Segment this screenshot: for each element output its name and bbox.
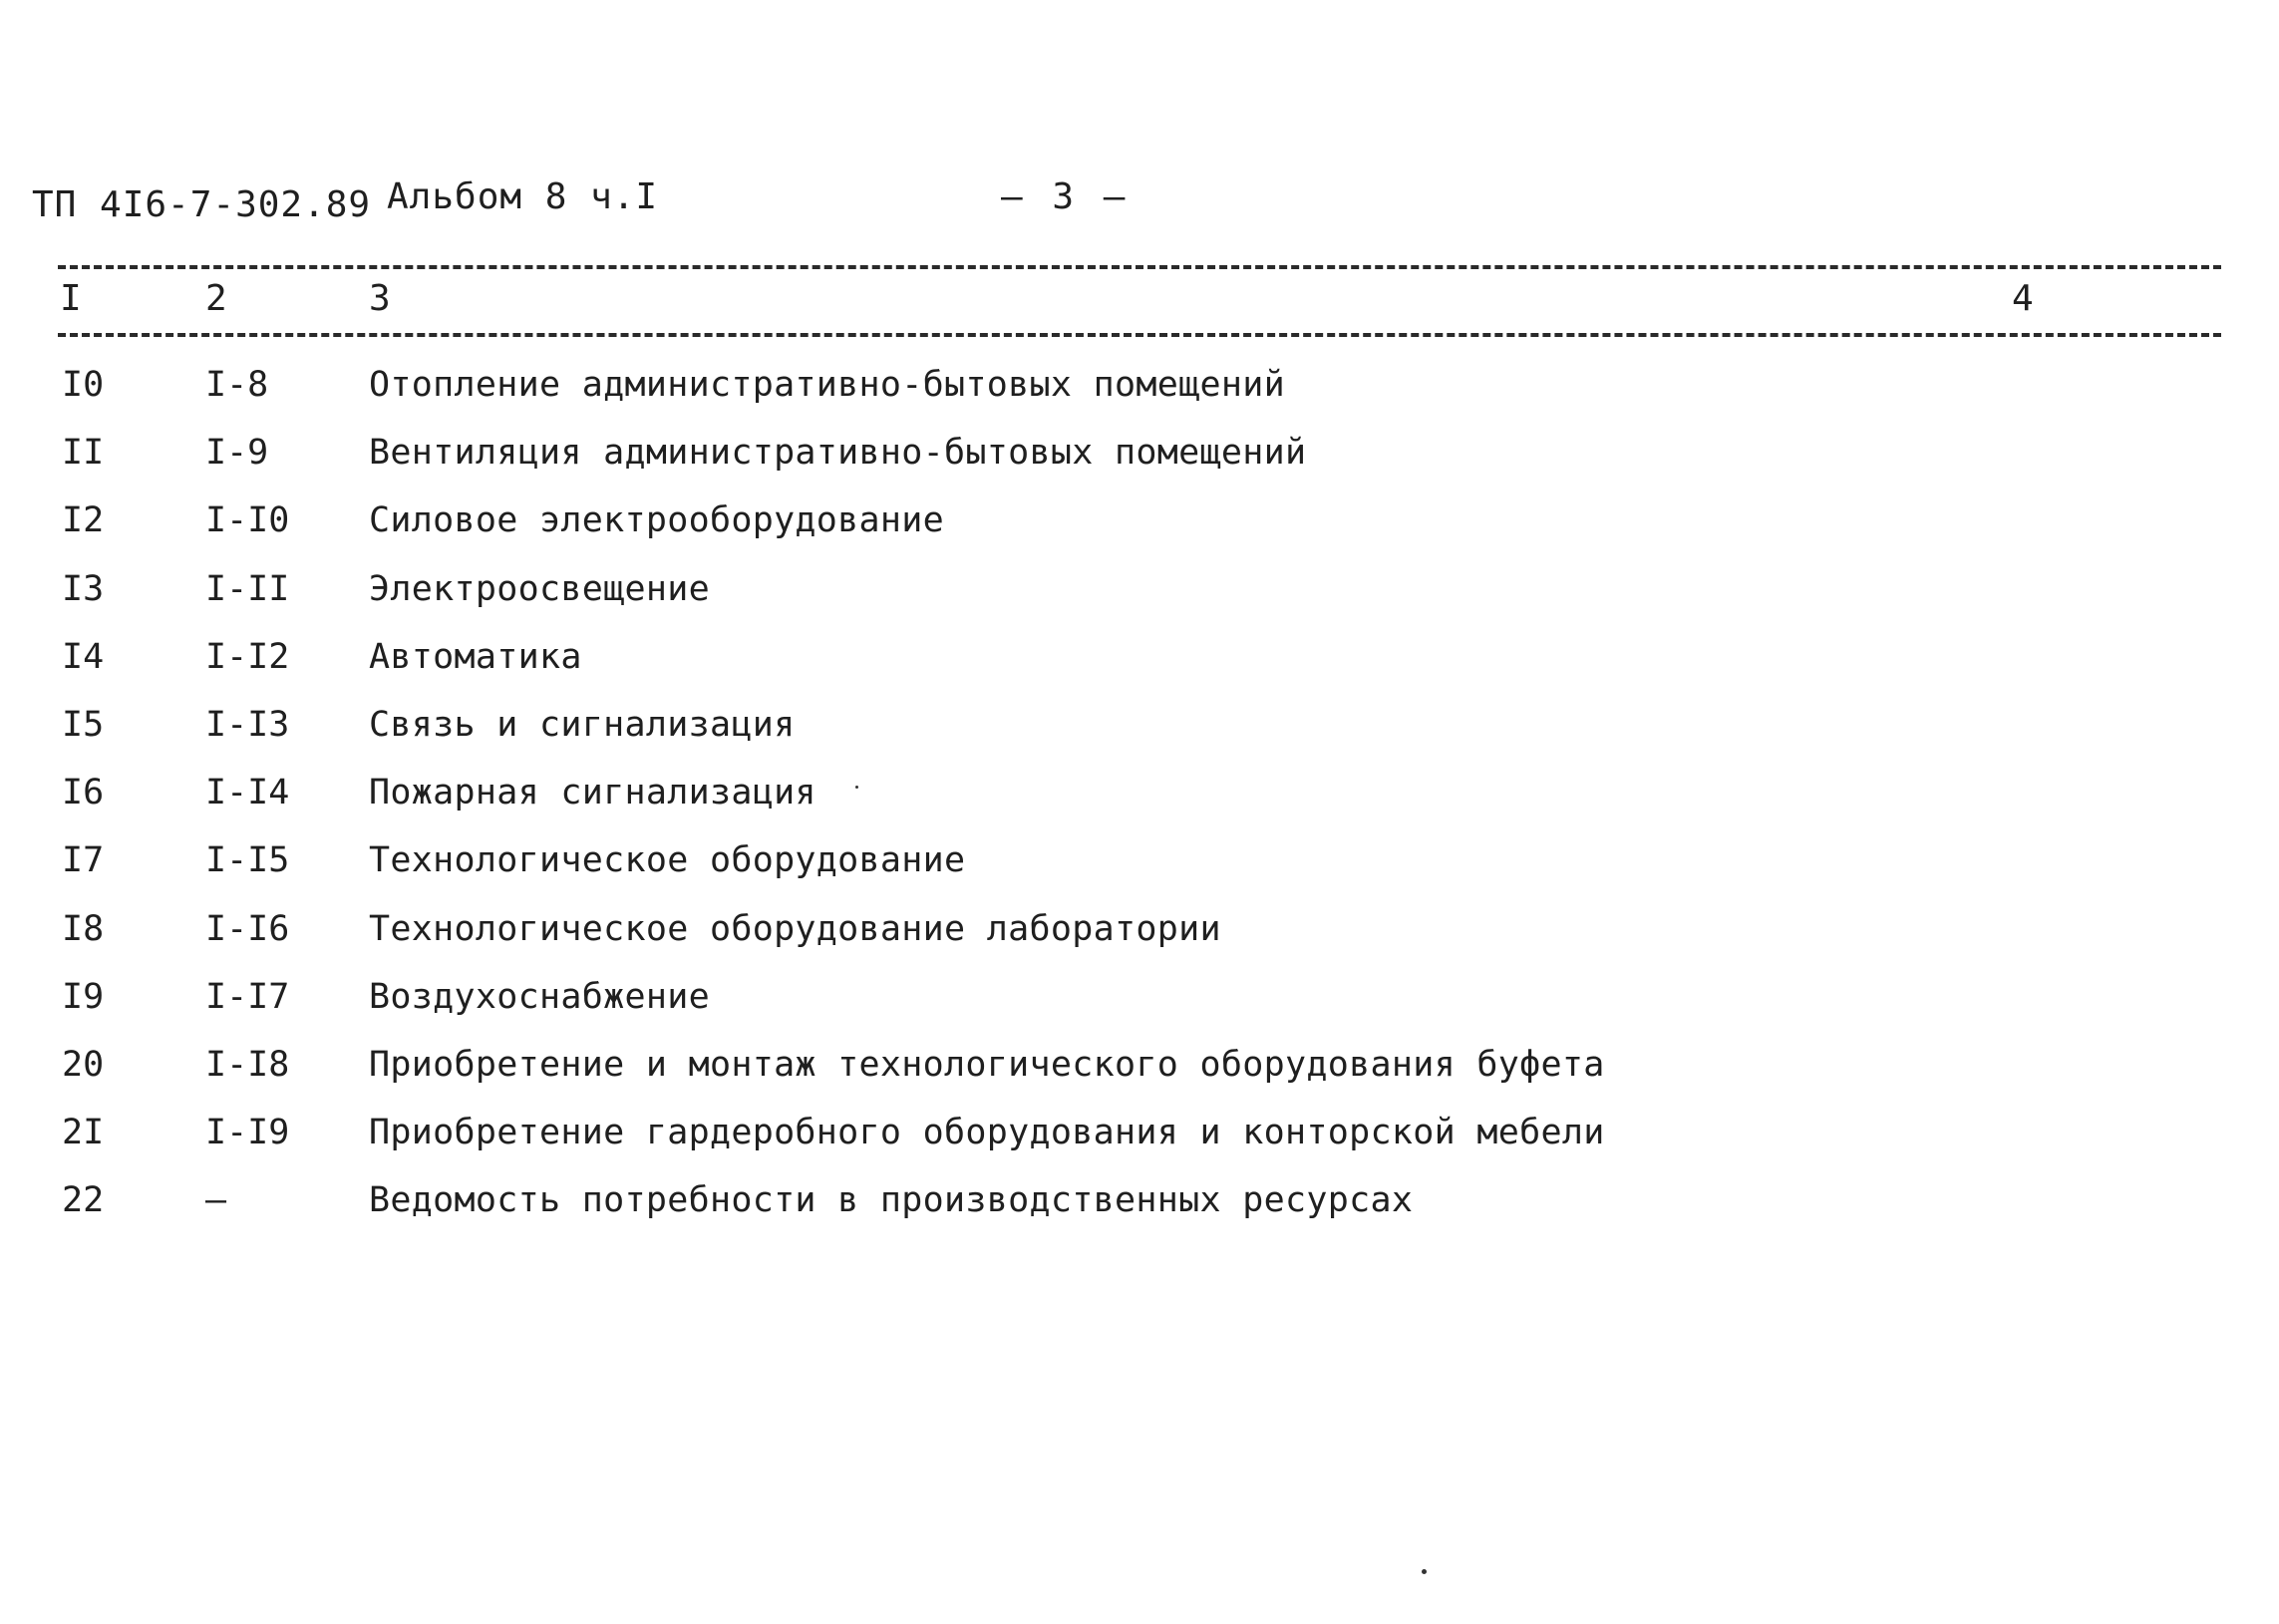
table-header-rule xyxy=(58,333,2221,337)
row-title: Технологическое оборудование лаборатории xyxy=(369,908,1221,949)
row-code: I-I8 xyxy=(205,1044,290,1085)
table-body xyxy=(0,355,2279,1238)
table-row xyxy=(0,899,2279,967)
table-row xyxy=(0,967,2279,1035)
row-number: 22 xyxy=(62,1180,105,1221)
column-header-4: 4 xyxy=(2012,278,2034,319)
table-row xyxy=(0,355,2279,423)
row-code: I-I7 xyxy=(205,976,290,1017)
row-code: I-9 xyxy=(205,433,269,474)
row-number: I8 xyxy=(62,908,105,949)
document-code: ТП 4I6-7-302.89 xyxy=(32,184,372,225)
row-code: I-I4 xyxy=(205,773,290,813)
page-header xyxy=(0,167,2279,227)
table-top-rule xyxy=(58,265,2221,269)
row-title: Отопление административно-бытовых помещений xyxy=(369,365,1285,405)
row-title: Технологическое оборудование xyxy=(369,840,966,881)
row-code: I-I9 xyxy=(205,1113,290,1153)
table-row xyxy=(0,830,2279,898)
row-title: Вентиляция административно-бытовых помещений xyxy=(369,433,1307,474)
row-title: Ведомость потребности в производственных ресурсах xyxy=(369,1180,1414,1221)
table-row xyxy=(0,1103,2279,1170)
row-number: I4 xyxy=(62,636,105,677)
row-title: Электроосвещение xyxy=(369,568,710,609)
table-row xyxy=(0,490,2279,558)
table-row xyxy=(0,1035,2279,1103)
row-title: Силовое электрооборудование xyxy=(369,500,945,541)
row-number: II xyxy=(62,433,105,474)
column-header-1: I xyxy=(60,278,82,319)
row-title: Автоматика xyxy=(369,636,582,677)
row-title: Пожарная сигнализация xyxy=(369,773,816,813)
table-row xyxy=(0,763,2279,830)
row-number: I9 xyxy=(62,976,105,1017)
column-header-2: 2 xyxy=(205,278,227,319)
row-title: Приобретение и монтаж технологического оборудования буфета xyxy=(369,1044,1605,1085)
table-row xyxy=(0,695,2279,763)
row-code: – xyxy=(205,1180,227,1221)
row-number: I3 xyxy=(62,568,105,609)
row-number: I7 xyxy=(62,840,105,881)
row-number: I0 xyxy=(62,365,105,405)
row-code: I-I2 xyxy=(205,636,290,677)
row-code: I-I6 xyxy=(205,908,290,949)
row-number: I6 xyxy=(62,773,105,813)
table-row xyxy=(0,423,2279,490)
row-code: I-8 xyxy=(205,365,269,405)
scan-speck xyxy=(855,786,858,789)
table-row xyxy=(0,627,2279,695)
row-number: 20 xyxy=(62,1044,105,1085)
page-number: – 3 – xyxy=(1001,176,1130,217)
row-code: I-I5 xyxy=(205,840,290,881)
row-code: I-I3 xyxy=(205,704,290,745)
album-label: Альбом 8 ч.I xyxy=(387,176,659,217)
row-title: Связь и сигнализация xyxy=(369,704,796,745)
scan-speck xyxy=(1422,1569,1427,1574)
row-title: Воздухоснабжение xyxy=(369,976,710,1017)
row-number: I5 xyxy=(62,704,105,745)
table-row xyxy=(0,1170,2279,1238)
table-column-headers xyxy=(0,271,2279,327)
row-title: Приобретение гардеробного оборудования и конторской мебели xyxy=(369,1113,1605,1153)
row-code: I-I0 xyxy=(205,500,290,541)
row-number: 2I xyxy=(62,1113,105,1153)
row-code: I-II xyxy=(205,568,290,609)
table-row xyxy=(0,559,2279,627)
column-header-3: 3 xyxy=(369,278,391,319)
row-number: I2 xyxy=(62,500,105,541)
